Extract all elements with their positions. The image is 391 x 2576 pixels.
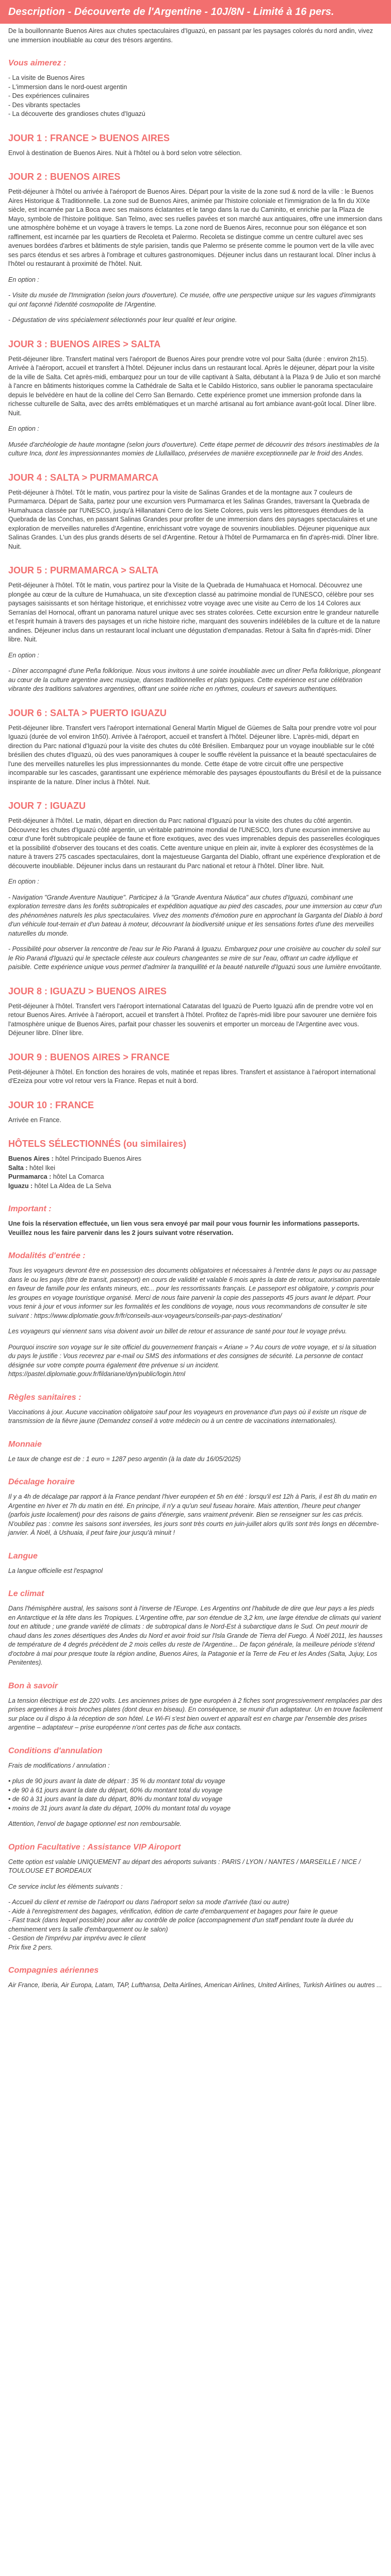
vous-aimerez-list — [8, 74, 383, 119]
day-2-option-2: - Dégustation de vins spécialement sélectionnés pour leur qualité et leur origine. — [8, 316, 237, 324]
hotel-item — [8, 1164, 383, 1173]
sanitaires-heading: Règles sanitaires : — [8, 1393, 82, 1402]
option-heading: Option Facultative : Assistance VIP Airoport — [8, 1842, 181, 1852]
hotel-name: hôtel Principado Buenos Aires — [55, 1155, 142, 1162]
day-3-heading: JOUR 3 : BUENOS AIRES > SALTA — [8, 338, 161, 349]
list-item: - L'immersion dans le nord-ouest argentin — [8, 83, 127, 91]
day-9-heading: JOUR 9 : BUENOS AIRES > FRANCE — [8, 1052, 170, 1062]
compagnies-text: Air France, Iberia, Air Europa, Latam, TAP, Lufthansa, Delta Airlines, American Airlines, United Airlines, Turkish Airlines ou autres ... — [8, 1981, 382, 1989]
climat-heading: Le climat — [8, 1589, 44, 1598]
list-item: - Des vibrants spectacles — [8, 101, 80, 109]
list-item: - Aide à l'enregistrement des bagages, vérification, édition de carte d'embarquement et bagages pour faire le queue — [8, 1907, 338, 1915]
conditions-note: Attention, l'envol de bagage optionnel est non remboursable. — [8, 1820, 182, 1827]
monnaie-text: Le taux de change est de : 1 euro = 1287 peso argentin (à la date du 16/05/2025) — [8, 1455, 241, 1463]
option-services-label: Ce service inclut les éléments suivants : — [8, 1883, 123, 1890]
horaire-text: Il y a 4h de décalage par rapport à la France pendant l'hiver européen et 5h en été : lorsqu'il est 12h à Paris, il est 8h du matin en Argentine en hiver et 7h du matin en été. En principe, il n'y a qu'un seul fuseau horaire. Mais attention, l'heure peut changer (parfois juste localement) pour des raisons de gains d'énergie, sans vraiment prévenir. Bien se renseigner sur les cas précis. N'oubliez pas : comme les saisons sont inversées, les jours sont très courts en juin-juillet alors qu'ils sont très longs en décembre-janvier. À Noël, à Ushuaia, il peut faire jour jusqu'à minuit ! — [8, 1493, 379, 1536]
modalites-text-2: Les voyageurs qui viennent sans visa doivent avoir un billet de retour et assurance de santé pour tout le voyage prévu. — [8, 1328, 347, 1335]
description-content — [0, 24, 391, 1990]
bon-a-savoir-text: La tension électrique est de 220 volts. Les anciennes prises de type européen à 2 fiches sont progressivement remplacées par des prises argentines à trois broches plates (dont deux en biseau). En conséquence, se munir d'un adaptateur. Un en trouve facilement sur place ou il dispo à la réception de son hôtel. Le Wi-Fi s'est bien ouvert et apparaît est en charge par l'ensemble des prises argentine – adaptateur – prise européenne n'ont certes pas de fiche aux contacts. — [8, 1697, 383, 1731]
day-4-text: Petit-déjeuner à l'hôtel. Tôt le matin, vous partirez pour la visite de Salinas Grandes et de la montagne aux 7 couleurs de Purmamarca. Départ de Salta, partez pour une excursion vers Purmamarca et les Salinas Grandes, traversant la Quebrada de Humahuaca classée par l'UNESCO, jusqu'à Hillanatani Cerro de los Siete Colores, puis vers les pittoresques étendues de la Quebrada de las Conchas, en passant Salinas Grandes pour profiter de une immersion dans des paysages spectaculaires et une exploration de merveilles naturelles d'Argentine, enrichissant votre voyage de souvenirs inoubliables. Déjeuner piquenique aux Salinas Grandes. L'un des plus grands déserts de sel d'Argentine. Retour à l'hôtel de Purmamarca en fin d'après-midi. Dîner libre. Nuit. — [8, 488, 379, 550]
modalites-heading: Modalités d'entrée : — [8, 1251, 86, 1260]
day-6-heading: JOUR 6 : SALTA > PUERTO IGUAZU — [8, 707, 167, 718]
vous-aimerez-heading: Vous aimerez : — [8, 59, 67, 67]
day-7-text: Petit-déjeuner à l'hôtel. Le matin, départ en direction du Parc national d'Iguazú pour la visite des chutes du côté argentin. Découvrez les chutes d'Iguazú côté argentin, un véritable patrimoine mondial de l'UNESCO, lors d'une excursion immersive au cœur d'une forêt subtropicale peuplée de faune et flore exotiques, avec des vues imprenables depuis des passerelles écologiques et la possibilité d'observer des toucans et des coatis. Cette aventure unique en plein air, invite à explorer des écosystèmes de la nature à travers 275 cascades spectaculaires, dont la majestueuse Garganta del Diablo, offrant une expérience d'exploration et de découverte inoubliable. Déjeuner inclus dans un restaurant du Parc national et retour à l'hôtel. Dîner libre. Nuit. — [8, 817, 381, 870]
day-5-option-text: - Dîner accompagné d'une Peña folklorique. Nous vous invitons à une soirée inoubliable avec un dîner Peña folklorique, plongeant au cœur de la culture argentine avec musique, danses traditionnelles et plats typiques. Cette expérience est une célébration vibrante des traditions salvatores argentines, offrant une soirée riche en rythmes, couleurs et saveurs authentiques. — [8, 667, 381, 692]
hotel-name: hôtel Ikei — [29, 1164, 56, 1172]
option-services-list — [8, 1898, 383, 1952]
important-text — [8, 1219, 383, 1238]
day-7-option-text-2: - Possibilité pour observer la rencontre de l'eau sur le Rio Paraná à Iguazu. Embarquez pour une croisière au coucher du soleil sur le Rio Paraná d'Iguazú qui le spectacle céleste aux couleurs changeantes se mire de sur l'eau, offrant un cadre idyllique et paisible. Cette expérience unique vous permet d'admirer la tranquillité et la beauté naturelle d'Iguazú sous une lumière envoûtante. — [8, 945, 382, 971]
day-2-option-label: En option : — [8, 276, 39, 283]
day-5-heading: JOUR 5 : PURMAMARCA > SALTA — [8, 565, 159, 575]
climat-text: Dans l'hémisphère austral, les saisons sont à l'inverse de l'Europe. Les Argentins ont l'habitude de dire que leur pays a les pieds en Antarctique et la tête dans les Tropiques. L'Argentine offre, par son étendue de 3,2 km, une large étendue de climats qui varient tout en altitude ; une grande variété de climats : de subtropical dans le Nord-Est à subarctique dans le Sud. On peut mourir de chaud dans les zones désertiques des Andes du Nord et avoir froid sur l'Isla Grande de Tierra del Fuego. À Noël 2011, les hausses de température de 4 degrés précèdent de 2 mois celles du reste de l'Argentine... De façon générale, la meilleure période s'étend d'octobre à mai pour presque toute la région andine, Buenos Aires, la Patagonie et la Terre de Feu et les Andes (Salta, Jujuy, Los Penitentes). — [8, 1605, 383, 1666]
day-8-heading: JOUR 8 : IGUAZU > BUENOS AIRES — [8, 986, 167, 996]
banner — [0, 0, 391, 24]
list-item: - La visite de Buenos Aires — [8, 74, 85, 81]
horaire-heading: Décalage horaire — [8, 1478, 75, 1486]
bon-a-savoir-heading: Bon à savoir — [8, 1681, 58, 1690]
conditions-intro: Frais de modifications / annulation : — [8, 1761, 110, 1769]
monnaie-heading: Monnaie — [8, 1439, 42, 1449]
day-1-text: Envol à destination de Buenos Aires. Nuit à l'hôtel ou à bord selon votre sélection. — [8, 149, 242, 157]
hotel-city: Iguazu : — [8, 1182, 33, 1190]
day-7-option-label: En option : — [8, 878, 39, 885]
hotel-city: Salta : — [8, 1164, 28, 1172]
hotel-name: hôtel La Aldea de La Selva — [34, 1182, 111, 1190]
conditions-list — [8, 1777, 383, 1813]
hotels-heading: HÔTELS SÉLECTIONNÉS (ou similaires) — [8, 1139, 187, 1149]
hotel-city: Purmamarca : — [8, 1173, 52, 1180]
important-text-bold: Une fois la réservation effectuée, un lien vous sera envoyé par mail pour vous fournir les informations passeports. Veuillez nous les faire parvenir dans les 2 jours suivant votre réservation. — [8, 1220, 360, 1236]
conditions-heading: Conditions d'annulation — [8, 1746, 103, 1755]
day-7-option-text: - Navigation "Grande Aventure Nautique". Participez à la "Grande Aventura Náutica" aux chutes d'Iguazú, combinant une exploration terrestre dans les forêts subtropicales et expédition aquatique au pied des cascades, pour une immersion au cœur d'un des phénomènes naturels les plus spectaculaires. Vivez des moments d'émotion pure en approchant la Garganta del Diablo à bord d'un véhicule tout-terrain et d'un bateau à moteur, découvrant la biodiversité unique et les sensations fortes d'une des merveilles naturelles du monde. — [8, 893, 382, 937]
important-heading: Important : — [8, 1205, 52, 1213]
list-item: - La découverte des grandioses chutes d'Iguazú — [8, 110, 145, 117]
hotel-name: hôtel La Comarca — [53, 1173, 104, 1180]
langue-heading: Langue — [8, 1551, 38, 1561]
day-6-text: Petit-déjeuner libre. Transfert vers l'aéroport international General Martín Miguel de Güemes de Salta pour prendre votre vol pour Iguazú (durée de vol environ 1h50). Arrivée à l'aéroport, accueil et transfert à l'hôtel. Déjeuner libre. L'après-midi, départ en direction du Parc national d'Iguazú pour la visite des chutes du côté Brésilien. Embarquez pour un voyage inoubliable sur le côté brésilien des chutes d'Iguazú, où des vues panoramiques à couper le souffle révèlent la puissance et la beauté spectaculaires de l'une des merveilles naturelles les plus impressionnantes du monde. Cette étape de votre circuit offre une perspective incomparable sur les cascades, garantissant une expérience mémorable des paysages époustouflants du Brésil et de la puissance inspirante de la nature. Dîner inclus à l'hôtel. Nuit. — [8, 724, 382, 786]
list-item: - Fast track (dans lequel possible) pour aller au contrôle de police (accompagnement d'un staff pendant toute la durée du cheminement vers la salle d'embarquement ou le salon) — [8, 1917, 353, 1933]
day-9-text: Petit-déjeuner à l'hôtel. En fonction des horaires de vols, matinée et repas libres. Transfert et assistance à l'aéroport international d'Ezeiza pour votre vol retour vers la France. Repas et nuit à bord. — [8, 1068, 376, 1084]
option-text: Cette option est valable UNIQUEMENT au départ des aéroports suivants : PARIS / LYON / NANTES / MARSEILLE / NICE / TOULOUSE ET BORDEAUX — [8, 1858, 361, 1874]
day-5-text: Petit-déjeuner à l'hôtel. Tôt le matin, vous partirez pour la Visite de la Quebrada de Humahuaca et Hornocal. Découvrez une plongée au cœur de la culture de Humahuaca, un site d'exception classé au patrimoine mondial de l'UNESCO, célèbre pour ses paysages saisissants et son héritage historique, et enrichissez votre voyage avec une visite au Cerro de los 14 Colores aux Serranías del Hornocal, offrant un panorama naturel unique avec ses strates colorées. Cette excursion entre le grandeur naturelle et l'esprit humain à travers des paysages et un riche histoire riche, marquant des souvenirs indélébiles de la culture et de la nature andines. Déjeuner inclus dans un restaurant local incluant une dégustation d'empanadas. Retour à Salta fin d'après-midi. Dîner libre. Nuit. — [8, 582, 380, 643]
day-3-text: Petit-déjeuner libre. Transfert matinal vers l'aéroport de Buenos Aires pour prendre votre vol pour Salta (durée : environ 2h15). Arrivée à l'aéroport, accueil et transfert à l'hôtel. Déjeuner inclus dans un restaurant local. Après le déjeuner, départ pour la visite de la ville de Salta. Cet après-midi, embarquez pour un tour de ville captivant à Salta, débutant à la Plaza 9 de Julio et son marché à l'ancre en bâtiments historiques comme la Cathédrale de Salta et le Cabildo Historico, sans oublier le panorama spectaculaire depuis le belvédère en haut de la colline del Cerro San Bernardo. Cette expérience promet une immersion profonde dans la richesse culturelle de Salta, avec des arrêts emblématiques et un marché artisanal au fort ambiance avant-goût local. Dîner libre. Nuit. — [8, 355, 381, 417]
hotel-item — [8, 1182, 383, 1191]
sanitaires-text: Vaccinations à jour. Aucune vaccination obligatoire sauf pour les voyageurs en provenance d'un pays où il existe un risque de transmission de la fièvre jaune (Demandez conseil à votre médecin ou à un centre de vaccinations internationales). — [8, 1408, 367, 1425]
hotel-item — [8, 1173, 383, 1182]
hotel-city: Buenos Aires : — [8, 1155, 54, 1162]
day-1-heading: JOUR 1 : FRANCE > BUENOS AIRES — [8, 132, 170, 143]
list-item: • de 60 à 31 jours avant la date du départ, 80% du montant total du voyage — [8, 1795, 223, 1803]
day-5-option-label: En option : — [8, 651, 39, 659]
list-item: - Accueil du client et remise de l'aéroport ou dans l'aéroport selon sa mode d'arrivée (taxi ou autre) — [8, 1899, 289, 1906]
modalites-text-1: Tous les voyageurs devront être en possession des documents obligatoires et nécessaires à l'entrée dans le pays ou au passage dans le ou les pays (titre de transit, passeport) en cours de validité et valable 6 mois après la date de retour, autorisation parentale en faveur de famille pour les enfants mineurs, etc... pour les ressortissants français. Le passeport est obligatoire, y compris pour les groupes en voyage touristique organisé. Merci de nous faire parvenir la copie des passeports 45 jours avant le départ. Pour vous tenir à jour et vous informer sur les formalités et les conditions de voyage, nous vous recommandons de consulter le site suivant : https://www.diplomatie.gouv.fr/fr/conseils-aux-voyageurs/conseils-par-pays-destination/ — [8, 1267, 380, 1319]
day-2-heading: JOUR 2 : BUENOS AIRES — [8, 172, 121, 182]
list-item: • moins de 31 jours avant la date du départ, 100% du montant total du voyage — [8, 1804, 231, 1812]
list-item: • de 90 à 61 jours avant la date du départ, 60% du montant total du voyage — [8, 1786, 223, 1794]
langue-text: La langue officielle est l'espagnol — [8, 1567, 103, 1574]
day-8-text: Petit-déjeuner à l'hôtel. Transfert vers l'aéroport international Cataratas del Iguazú de Puerto Iguazú afin de prendre votre vol en retour Buenos Aires. Arrivée à l'aéroport, accueil et transfert à l'hôtel. Profitez de l'après-midi libre pour savourer une dernière fois l'atmosphère unique de Buenos Aires, parfait pour chasser les souvenirs et emporter un morceau de l'Argentine avec vous. Déjeuner libre. Dîner libre. — [8, 1002, 377, 1037]
day-3-option-label: En option : — [8, 425, 39, 432]
day-3-option-text: Musée d'archéologie de haute montagne (selon jours d'ouverture). Cette étape permet de découvrir des trésors inestimables de la culture Inca, dont les impressionnantes momies de Llullaillaco, préservées de manière exceptionnelle par le froid des Andes. — [8, 440, 380, 457]
list-item: - Des expériences culinaires — [8, 92, 90, 99]
day-10-text: Arrivée en France. — [8, 1116, 61, 1124]
day-4-heading: JOUR 4 : SALTA > PURMAMARCA — [8, 472, 159, 483]
day-10-heading: JOUR 10 : FRANCE — [8, 1099, 94, 1110]
hotels-list — [8, 1155, 383, 1191]
intro-text: De la bouillonnante Buenos Aires aux chutes spectaculaires d'Iguazú, en passant par les paysages colorés du nord andin, vivez une immersion inoubliable au cœur des trésors argentins. — [8, 27, 373, 44]
list-item: - Gestion de l'imprévu par imprévu avec le client — [8, 1935, 146, 1942]
compagnies-heading: Compagnies aériennes — [8, 1966, 99, 1975]
page-title: Description - Découverte de l'Argentine - 10J/8N - Limité à 16 pers. — [8, 6, 334, 18]
modalites-text-3: Pourquoi inscrire son voyage sur le site officiel du gouvernement français « Ariane » ? Au cours de votre voyage, et si la situation du pays le justifie : Vous recevrez par e-mail ou SMS des informations et des consignes de sécurité. La personne de contact désignée sur votre compte pourra également être prévenue si un incident. https://pastel.diplomatie.gouv.fr/fildariane/dyn/public/login.html — [8, 1343, 377, 1378]
list-item: • plus de 90 jours avant la date de départ : 35 % du montant total du voyage — [8, 1777, 225, 1785]
day-2-text: Petit-déjeuner à l'hôtel ou arrivée à l'aéroport de Buenos Aires. Départ pour la visite de la zone sud & nord de la ville : le Buenos Aires Historique & Traditionnelle. La zone sud de Buenos Aires, animée par l'histoire coloniale et l'immigration de la fin du XIXe siècle, est incarnée par La Boca avec ses maisons éclatantes et le tango dans la rue du Caminito, et enrichie par la Plaza de Mayo, symbole de l'histoire politique. San Telmo, avec ses ruelles pavées et son marché aux antiquaires, offre une immersion dans une atmosphère bohème et un voyage à travers le temps. La zone nord de Buenos Aires, reconnue pour son élégance et son raffinement, est incarnée par les quartiers de Recoleta et Palermo. Recoleta se distingue comme un centre culturel avec ses avenues bordées d'arbres et bâtiments de style parisien, tandis que Palermo se présente comme le poumon vert de la ville avec ses parcs étendus et ses arbres à l'ombrage et cultures gastronomiques. Déjeuner inclus dans un restaurant local. Dîner inclus à l'hôtel ou restaurant à proximité de l'hôtel. Nuit. — [8, 188, 383, 267]
day-2-option-1: - Visite du musée de l'Immigration (selon jours d'ouverture). Ce musée, offre une perspective unique sur les vagues d'immigrants qui ont façonné l'identité cosmopolite de l'Argentine. — [8, 292, 376, 308]
day-7-heading: JOUR 7 : IGUAZU — [8, 801, 86, 811]
hotel-item — [8, 1155, 383, 1164]
option-price: Prix fixe 2 pers. — [8, 1943, 53, 1951]
